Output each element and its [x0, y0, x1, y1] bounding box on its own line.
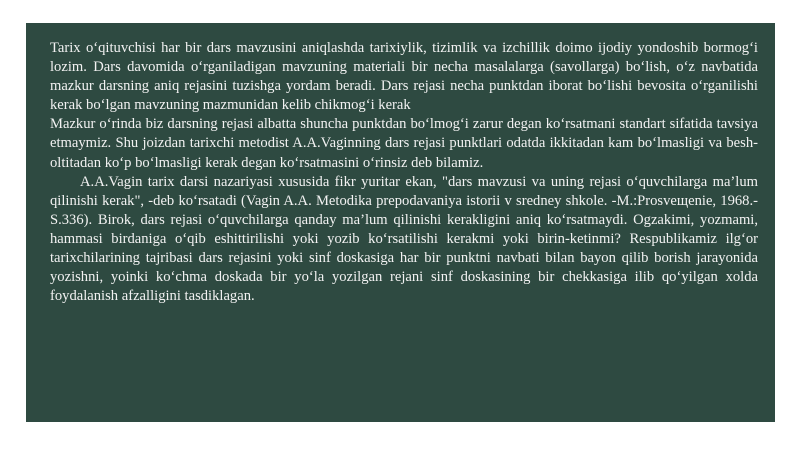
slide-text-block — [50, 39, 758, 306]
paragraph-2: Mazkur o‘rinda biz darsning rejasi albatta shuncha punktdan bo‘lmog‘i zarur degan ko‘rsatmani standart sifatida tavsiya etmaymiz. Shu joizdan tarixchi metodist A.A.Vaginning dars rejasi punktlari odatda ikkitadan kam bo‘lmasligi va besh-oltitadan ko‘p bo‘lmasligi kerak degan ko‘rsatmasini o‘rinsiz deb bilamiz. — [50, 116, 758, 171]
paragraph-3: A.A.Vagin tarix darsi nazariyasi xususida fikr yuritar ekan, "dars mavzusi va uning rejasi o‘quvchilarga ma’lum qilinishi kerak", -deb ko‘rsatadi (Vagin A.A. Metodika prepodavaniya istorii v sredney shkole. -M.:Prosveщenie, 1968.-S.336). Birok, dars rejasi o‘quvchilarga qanday ma’lum qilinishi kerakligini aniq ko‘rsatmaydi. Ogzakimi, yozmami, hammasi birdaniga o‘qib eshittirilishi yoki yozib ko‘rsatilishi kerakmi yoki birin-ketinmi? Respublikamiz ilg‘or tarixchilarining tajribasi dars rejasini yoki sinf doskasiga har bir punktni navbati bilan bayon qilib borish jarayonida yozishni, yoinki ko‘chma doskada bir yo‘la yozilgan rejani sinf doskasining bir chekkasiga ilib qo‘yilgan xolda foydalanish afzalligini tasdiklagan. — [50, 173, 758, 305]
paragraph-1: Tarix o‘qituvchisi har bir dars mavzusini aniqlashda tarixiylik, tizimlik va izchillik doimo ijodiy yondoshib bormog‘i lozim. Dars davomida o‘rganiladigan mavzuning materiali bir necha masalalarga (savollarga) bo‘lish, o‘z navbatida mazkur darsning aniq rejasini tuzishga yordam beradi. Dars rejasi necha punktdan iborat bo‘lishi bevosita o‘rganilishi kerak bo‘lgan mavzuning mazmunidan kelib chikmog‘i kerak — [50, 40, 758, 114]
slide-panel — [26, 23, 775, 422]
